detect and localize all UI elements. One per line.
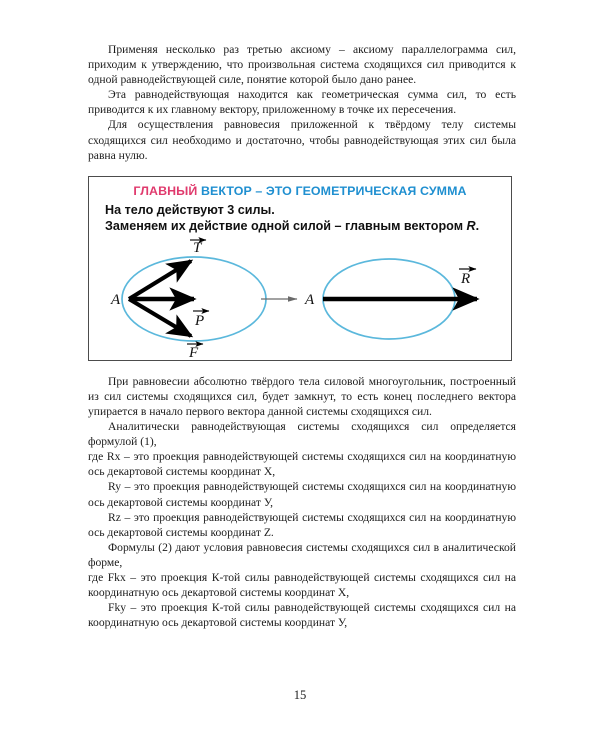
figure-heading-highlight: ГЛАВНЫЙ <box>133 183 198 198</box>
figure-caption-line-2-pre: Заменяем их действие одной силой – главным вектором <box>105 218 467 233</box>
right-origin-label-A: A <box>305 291 315 308</box>
left-body-group <box>110 240 266 359</box>
paragraph-2: Эта равнодействующая находится как геометрическая сумма сил, то есть приводится к их главному вектору, приложенному в точке их пересечения. <box>88 88 516 117</box>
paragraph-5: Аналитически равнодействующая системы сходящихся сил определяется формулой (1), <box>88 420 516 449</box>
paragraph-1: Применяя несколько раз третью аксиому – аксиому параллелограмма сил, приходим к утверждению, что произвольная система сходящихся сил приводится к одной равнодействующей силе, понятие которой было дано ранее. <box>88 43 516 87</box>
right-body-group <box>304 259 477 339</box>
vector-F-label: F <box>189 344 199 359</box>
figure-heading-rest: ВЕКТОР – ЭТО ГЕОМЕТРИЧЕСКАЯ СУММА <box>200 183 467 198</box>
vector-T-label: T <box>193 239 202 256</box>
figure-box <box>88 176 512 361</box>
page-number: 15 <box>293 688 307 702</box>
figure-caption-line-2 <box>105 219 479 233</box>
paragraph-11: Fky – это проекция К-той силы равнодействующей системы сходящихся сил на координатную ось декартовой системы координат У, <box>88 601 516 630</box>
figure-caption-vector-symbol: R <box>466 218 476 233</box>
figure-caption-line-2-post: . <box>475 218 480 233</box>
vector-F-arrow <box>129 299 191 336</box>
page-content <box>88 42 516 630</box>
paragraph-7: Ry – это проекция равнодействующей системы сходящихся сил на координатную ось декартовой системы координат У, <box>88 480 516 509</box>
vector-P-label: P <box>195 312 205 329</box>
paragraph-6: где Rx – это проекция равнодействующей системы сходящихся сил на координатную ось декартовой системы координат X, <box>88 450 516 479</box>
figure-caption-line-1: На тело действуют 3 силы. <box>105 202 275 217</box>
paragraph-4: При равновесии абсолютно твёрдого тела силовой многоугольник, построенный из сил системы сходящихся сил, будет замкнут, то есть конец последнего вектора упирается в начало первого вектора данной системы сходящихся сил. <box>88 374 516 418</box>
force-vector-diagram <box>89 237 513 359</box>
vector-R-label: R <box>461 270 471 287</box>
paragraph-10: где Fkx – это проекция К-той силы равнодействующей системы сходящихся сил на координатную ось декартовой системы координат X, <box>88 570 516 600</box>
vector-T-arrow <box>129 261 191 299</box>
paragraph-9: Формулы (2) дают условия равновесия системы сходящихся сил в аналитической форме, <box>88 540 516 569</box>
figure-heading <box>89 184 511 198</box>
paragraph-3: Для осуществления равновесия приложенной к твёрдому телу системы сходящихся сил необходимо и достаточно, чтобы равнодействующая этих сил была равна нулю. <box>88 118 516 162</box>
left-origin-label-A: A <box>111 291 121 308</box>
paragraph-8: Rz – это проекция равнодействующей системы сходящихся сил на координатную ось декартовой системы координат Z. <box>88 510 516 539</box>
